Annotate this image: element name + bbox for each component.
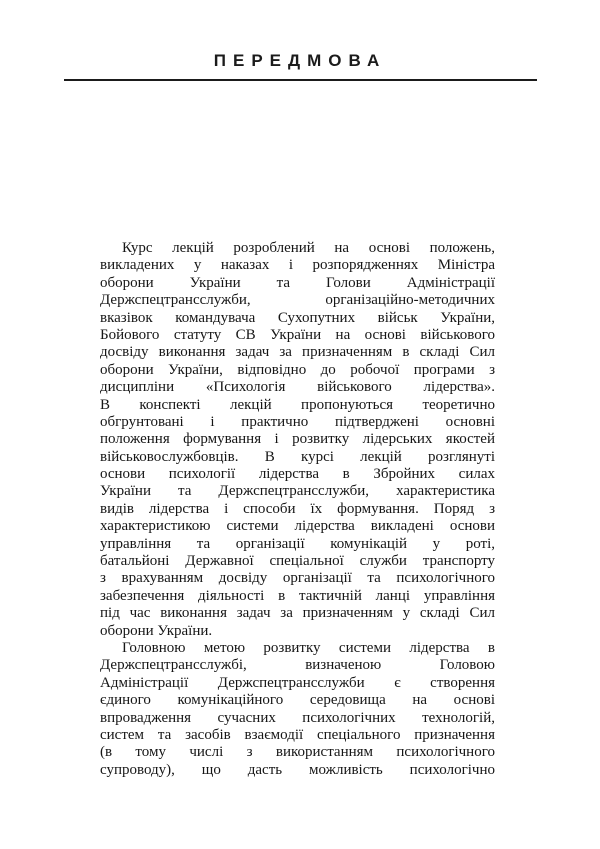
text-line: оборони України. <box>100 622 213 639</box>
text-line: В конспекті лекцій пропонуються теоретично <box>100 396 495 413</box>
title-divider <box>64 79 537 81</box>
page-title: ПЕРЕДМОВА <box>213 51 387 70</box>
text-line: Бойового статуту СВ України на основі військового <box>100 326 495 343</box>
text-line: Держспецтрансслужбі, визначеною Головою <box>100 657 495 674</box>
text-line: основи психології лідерства в Збройних силах <box>100 466 495 483</box>
text-line: під час виконання задач за призначенням у складі Сил <box>100 605 495 622</box>
paragraph <box>100 640 495 779</box>
text-line: вказівок командувача Сухопутних військ України, <box>100 309 495 326</box>
text-line: Головною метою розвитку системи лідерства в <box>122 639 495 656</box>
text-line: обгрунтовані і практично підтверджені основні <box>100 413 495 430</box>
text-line: (в тому числі з використанням психологічного <box>100 744 495 761</box>
text-line: з врахуванням досвіду організації та психологічного <box>100 570 495 587</box>
text-line: дисципліни «Психологія військового лідерства». <box>100 379 495 396</box>
text-line: військовослужбовців. В курсі лекцій розглянуті <box>100 448 495 465</box>
text-line: єдиного комунікаційного середовища на основі <box>100 692 495 709</box>
text-line: батальйоні Державної спеціальної служби транспорту <box>100 553 495 570</box>
text-line: Держспецтрансслужби, організаційно-методичних <box>100 292 495 309</box>
text-line: положення формування і розвитку лідерських якостей <box>100 431 495 448</box>
text-line: супроводу), що дасть можливість психологічно <box>100 761 495 778</box>
text-line: систем та засобів взаємодії спеціального призначення <box>100 726 495 743</box>
text-line: оборони України, відповідно до робочої програми з <box>100 361 495 378</box>
text-line: характеристикою системи лідерства викладені основи <box>100 518 495 535</box>
text-line: України та Держспецтрансслужби, характеристика <box>100 483 495 500</box>
text-line: оборони України та Голови Адміністрації <box>100 274 495 291</box>
text-line: Адміністрації Держспецтрансслужби є створення <box>100 674 495 691</box>
text-line: забезпечення діяльності в тактичній ланці управління <box>100 587 495 604</box>
document-body <box>100 240 495 779</box>
text-line: досвіду виконання задач за призначенням в складі Сил <box>100 344 495 361</box>
text-line: Курс лекцій розроблений на основі положень, <box>122 240 495 256</box>
text-line: управління та організації комунікацій у роті, <box>100 535 495 552</box>
paragraph <box>100 240 495 640</box>
text-line: впровадження сучасних психологічних технологій, <box>100 709 495 726</box>
text-line: викладених у наказах і розпорядженнях Міністра <box>100 257 495 274</box>
text-line: видів лідерства і способи їх формування. Поряд з <box>100 500 495 517</box>
